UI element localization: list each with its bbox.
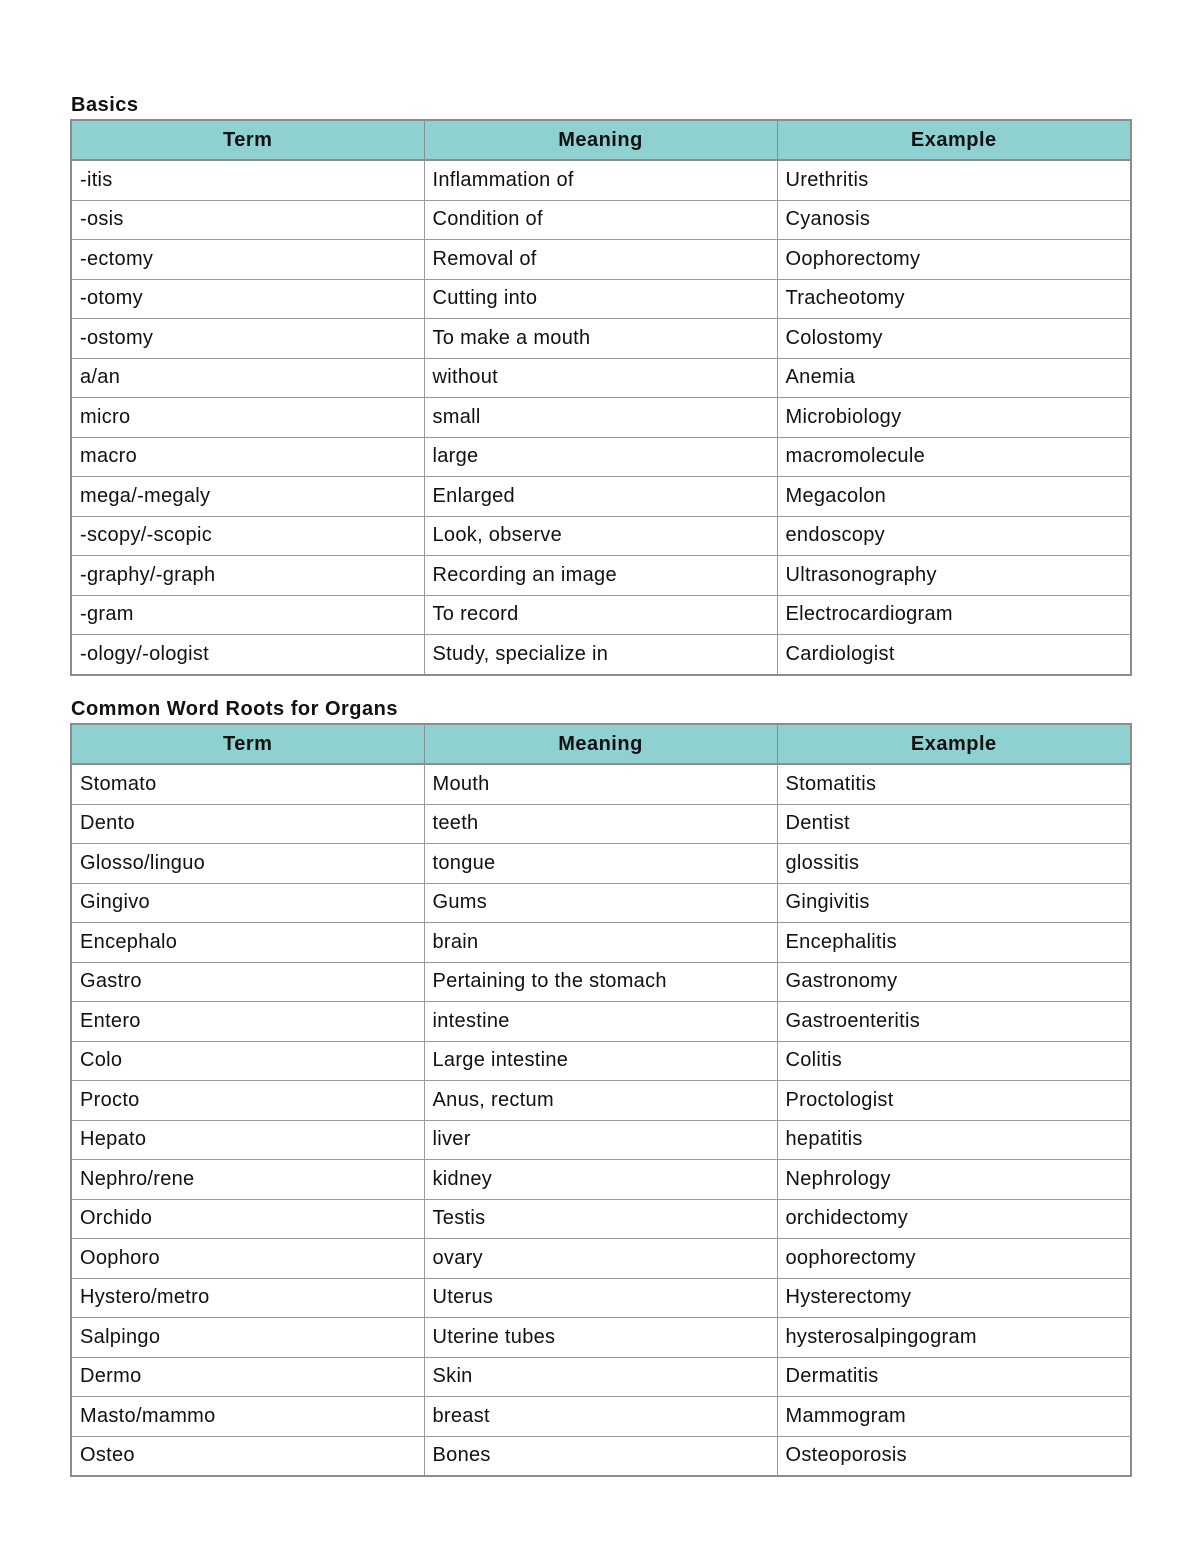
column-header-term: Term	[71, 120, 424, 160]
term-cell: Orchido	[71, 1199, 424, 1239]
table-row	[71, 635, 1131, 675]
table-row	[71, 556, 1131, 596]
table-row	[71, 883, 1131, 923]
example-cell: Proctologist	[777, 1081, 1131, 1121]
term-cell: -gram	[71, 595, 424, 635]
meaning-cell: Study, specialize in	[424, 635, 777, 675]
table-row	[71, 240, 1131, 280]
meaning-cell: small	[424, 398, 777, 438]
table-row	[71, 1357, 1131, 1397]
meaning-cell: without	[424, 358, 777, 398]
example-cell: glossitis	[777, 844, 1131, 884]
meaning-cell: Large intestine	[424, 1041, 777, 1081]
term-cell: Dento	[71, 804, 424, 844]
term-cell: macro	[71, 437, 424, 477]
table-row	[71, 764, 1131, 804]
term-cell: -scopy/-scopic	[71, 516, 424, 556]
meaning-cell: Look, observe	[424, 516, 777, 556]
example-cell: Osteoporosis	[777, 1436, 1131, 1476]
meaning-cell: Gums	[424, 883, 777, 923]
meaning-cell: Enlarged	[424, 477, 777, 517]
term-cell: mega/-megaly	[71, 477, 424, 517]
example-cell: Colitis	[777, 1041, 1131, 1081]
meaning-cell: kidney	[424, 1160, 777, 1200]
example-cell: Dermatitis	[777, 1357, 1131, 1397]
column-header-example: Example	[777, 724, 1131, 764]
table-row	[71, 1199, 1131, 1239]
meaning-cell: Uterine tubes	[424, 1318, 777, 1358]
table-row	[71, 1436, 1131, 1476]
term-cell: -graphy/-graph	[71, 556, 424, 596]
meaning-cell: Recording an image	[424, 556, 777, 596]
table-row	[71, 1041, 1131, 1081]
table-row	[71, 1239, 1131, 1279]
header-row	[71, 724, 1131, 764]
example-cell: Ultrasonography	[777, 556, 1131, 596]
example-cell: Cardiologist	[777, 635, 1131, 675]
term-cell: Stomato	[71, 764, 424, 804]
meaning-cell: Uterus	[424, 1278, 777, 1318]
term-cell: -ectomy	[71, 240, 424, 280]
term-cell: Osteo	[71, 1436, 424, 1476]
example-cell: Hysterectomy	[777, 1278, 1131, 1318]
example-cell: Anemia	[777, 358, 1131, 398]
example-cell: Dentist	[777, 804, 1131, 844]
example-cell: Nephrology	[777, 1160, 1131, 1200]
term-cell: Salpingo	[71, 1318, 424, 1358]
term-cell: -ostomy	[71, 319, 424, 359]
meaning-cell: Removal of	[424, 240, 777, 280]
column-header-example: Example	[777, 120, 1131, 160]
term-cell: a/an	[71, 358, 424, 398]
table-row	[71, 804, 1131, 844]
table-row	[71, 279, 1131, 319]
example-cell: hysterosalpingogram	[777, 1318, 1131, 1358]
term-cell: -osis	[71, 200, 424, 240]
meaning-cell: Bones	[424, 1436, 777, 1476]
table-row	[71, 1002, 1131, 1042]
table-row	[71, 358, 1131, 398]
term-cell: -otomy	[71, 279, 424, 319]
table-row	[71, 1278, 1131, 1318]
meaning-cell: brain	[424, 923, 777, 963]
meaning-cell: Mouth	[424, 764, 777, 804]
term-cell: Colo	[71, 1041, 424, 1081]
term-cell: Oophoro	[71, 1239, 424, 1279]
example-cell: Urethritis	[777, 160, 1131, 200]
section-title: Common Word Roots for Organs	[71, 698, 398, 720]
meaning-cell: teeth	[424, 804, 777, 844]
meaning-cell: Condition of	[424, 200, 777, 240]
basics-table	[70, 119, 1132, 676]
meaning-cell: tongue	[424, 844, 777, 884]
meaning-cell: intestine	[424, 1002, 777, 1042]
example-cell: Mammogram	[777, 1397, 1131, 1437]
header-row	[71, 120, 1131, 160]
example-cell: Microbiology	[777, 398, 1131, 438]
meaning-cell: ovary	[424, 1239, 777, 1279]
example-cell: Electrocardiogram	[777, 595, 1131, 635]
table-row	[71, 1120, 1131, 1160]
table-row	[71, 437, 1131, 477]
table-row	[71, 844, 1131, 884]
table-row	[71, 319, 1131, 359]
example-cell: endoscopy	[777, 516, 1131, 556]
example-cell: Oophorectomy	[777, 240, 1131, 280]
table-row	[71, 516, 1131, 556]
term-cell: -ology/-ologist	[71, 635, 424, 675]
term-cell: Hystero/metro	[71, 1278, 424, 1318]
example-cell: hepatitis	[777, 1120, 1131, 1160]
meaning-cell: large	[424, 437, 777, 477]
table-row	[71, 1160, 1131, 1200]
term-cell: Gastro	[71, 962, 424, 1002]
term-cell: Masto/mammo	[71, 1397, 424, 1437]
term-cell: Nephro/rene	[71, 1160, 424, 1200]
meaning-cell: Cutting into	[424, 279, 777, 319]
example-cell: Encephalitis	[777, 923, 1131, 963]
example-cell: oophorectomy	[777, 1239, 1131, 1279]
meaning-cell: liver	[424, 1120, 777, 1160]
table-row	[71, 1397, 1131, 1437]
meaning-cell: Testis	[424, 1199, 777, 1239]
term-cell: Entero	[71, 1002, 424, 1042]
example-cell: macromolecule	[777, 437, 1131, 477]
meaning-cell: To record	[424, 595, 777, 635]
example-cell: orchidectomy	[777, 1199, 1131, 1239]
example-cell: Gastroenteritis	[777, 1002, 1131, 1042]
table-row	[71, 962, 1131, 1002]
organ-roots-table	[70, 723, 1132, 1477]
term-cell: Encephalo	[71, 923, 424, 963]
example-cell: Gastronomy	[777, 962, 1131, 1002]
basics-section	[70, 93, 1130, 676]
meaning-cell: Skin	[424, 1357, 777, 1397]
meaning-cell: Anus, rectum	[424, 1081, 777, 1121]
table-row	[71, 595, 1131, 635]
column-header-meaning: Meaning	[424, 120, 777, 160]
meaning-cell: Inflammation of	[424, 160, 777, 200]
meaning-cell: Pertaining to the stomach	[424, 962, 777, 1002]
table-row	[71, 398, 1131, 438]
example-cell: Gingivitis	[777, 883, 1131, 923]
term-cell: micro	[71, 398, 424, 438]
term-cell: Hepato	[71, 1120, 424, 1160]
table-row	[71, 1318, 1131, 1358]
table-row	[71, 1081, 1131, 1121]
term-cell: Gingivo	[71, 883, 424, 923]
term-cell: -itis	[71, 160, 424, 200]
table-row	[71, 477, 1131, 517]
meaning-cell: To make a mouth	[424, 319, 777, 359]
column-header-term: Term	[71, 724, 424, 764]
meaning-cell: breast	[424, 1397, 777, 1437]
example-cell: Tracheotomy	[777, 279, 1131, 319]
example-cell: Cyanosis	[777, 200, 1131, 240]
example-cell: Megacolon	[777, 477, 1131, 517]
term-cell: Procto	[71, 1081, 424, 1121]
table-row	[71, 923, 1131, 963]
table-row	[71, 160, 1131, 200]
term-cell: Glosso/linguo	[71, 844, 424, 884]
term-cell: Dermo	[71, 1357, 424, 1397]
organ-roots-section	[70, 697, 1130, 1477]
table-row	[71, 200, 1131, 240]
example-cell: Stomatitis	[777, 764, 1131, 804]
section-title: Basics	[71, 94, 139, 116]
example-cell: Colostomy	[777, 319, 1131, 359]
column-header-meaning: Meaning	[424, 724, 777, 764]
